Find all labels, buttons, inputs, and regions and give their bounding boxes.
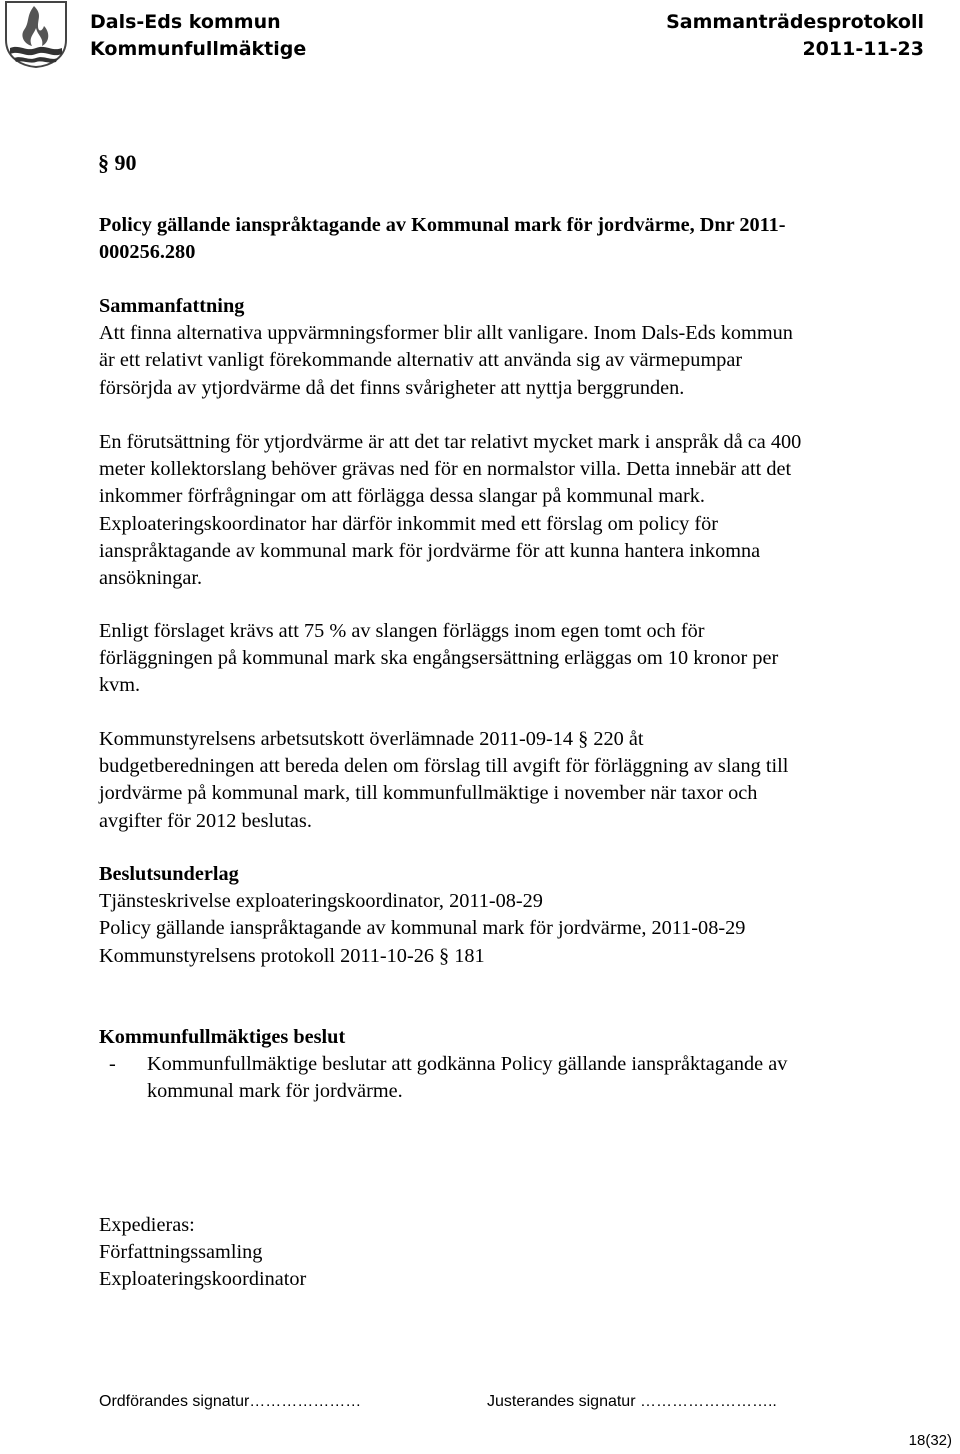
paragraph-line: är ett relativt vanligt förekommande alternativ att använda sig av värmepumpar [99, 349, 743, 372]
chair-signature: Ordförandes signatur………………… [99, 1393, 362, 1410]
section-number: § 90 [98, 150, 137, 175]
summary-paragraph-2 [99, 429, 914, 592]
distribution-section [99, 1212, 914, 1294]
page-number: 18(32) [908, 1432, 952, 1449]
decision-line: kommunal mark för jordvärme. [147, 1080, 403, 1103]
header-left [90, 9, 306, 63]
basis-item: Policy gällande ianspråktagande av kommunal mark för jordvärme, 2011-08-29 [99, 917, 746, 940]
decision-text [147, 1051, 907, 1105]
adjuster-signature: Justerandes signatur …………………….. [487, 1393, 777, 1410]
paragraph-line: meter kollektorslang behöver grävas ned för en normalstor villa. Detta innebär att det [99, 458, 792, 481]
paragraph-line: förläggningen på kommunal mark ska engångsersättning erläggas om 10 kronor per [99, 647, 779, 670]
section-title [99, 212, 914, 266]
paragraph-line: försörjda av ytjordvärme då det finns svårigheter att nyttja berggrunden. [99, 376, 685, 399]
distribution-recipient: Författningssamling [99, 1241, 263, 1264]
basis-heading: Beslutsunderlag [99, 863, 239, 885]
paragraph-line: Enligt förslaget krävs att 75 % av slangen förläggs inom egen tomt och för [99, 620, 705, 642]
body-name: Kommunfullmäktige [90, 38, 307, 60]
header-right [666, 9, 924, 63]
paragraph-line: ansökningar. [99, 567, 203, 590]
decision-line: Kommunfullmäktige beslutar att godkänna Policy gällande ianspråktagande av [147, 1053, 788, 1075]
paragraph-line: Exploateringskoordinator har därför inkommit med ett förslag om policy för [99, 512, 718, 535]
decision-section [99, 1024, 914, 1103]
doc-type: Sammanträdesprotokoll [666, 11, 924, 33]
summary-paragraph-3 [99, 618, 914, 700]
decision-bullet: - [109, 1053, 116, 1075]
paragraph-line: budgetberedningen att bereda delen om förslag till avgift för förläggning av slang till [99, 755, 789, 778]
meeting-date: 2011-11-23 [802, 38, 924, 60]
basis-item: Tjänsteskrivelse exploateringskoordinator, 2011-08-29 [99, 890, 543, 913]
paragraph-line: Att finna alternativa uppvärmningsformer blir allt vanligare. Inom Dals-Eds kommun [99, 322, 793, 345]
summary-section [99, 293, 914, 402]
paragraph-line: jordvärme på kommunal mark, till kommunfullmäktige i november när taxor och [99, 782, 758, 805]
title-line: Policy gällande ianspråktagande av Kommunal mark för jordvärme, Dnr 2011- [99, 214, 786, 236]
municipality-logo [4, 0, 68, 68]
paragraph-line: En förutsättning för ytjordvärme är att det tar relativt mycket mark i anspråk då ca 400 [99, 431, 802, 453]
org-name: Dals-Eds kommun [90, 11, 281, 33]
paragraph-line: Kommunstyrelsens arbetsutskott överlämnade 2011-09-14 § 220 åt [99, 728, 644, 750]
title-line: 000256.280 [99, 241, 196, 264]
paragraph-line: ianspråktagande av kommunal mark för jordvärme för att kunna hantera inkomna [99, 539, 761, 562]
paragraph-line: inkommer förfrågningar om att förlägga dessa slangar på kommunal mark. [99, 485, 705, 508]
summary-heading: Sammanfattning [99, 295, 245, 317]
basis-item: Kommunstyrelsens protokoll 2011-10-26 § 181 [99, 944, 485, 967]
summary-paragraph-4 [99, 726, 914, 835]
decision-heading: Kommunfullmäktiges beslut [99, 1026, 346, 1048]
distribution-label: Expedieras: [99, 1214, 195, 1236]
basis-section [99, 861, 914, 970]
distribution-recipient: Exploateringskoordinator [99, 1268, 307, 1291]
paragraph-line: avgifter för 2012 beslutas. [99, 809, 312, 832]
paragraph-line: kvm. [99, 674, 141, 697]
